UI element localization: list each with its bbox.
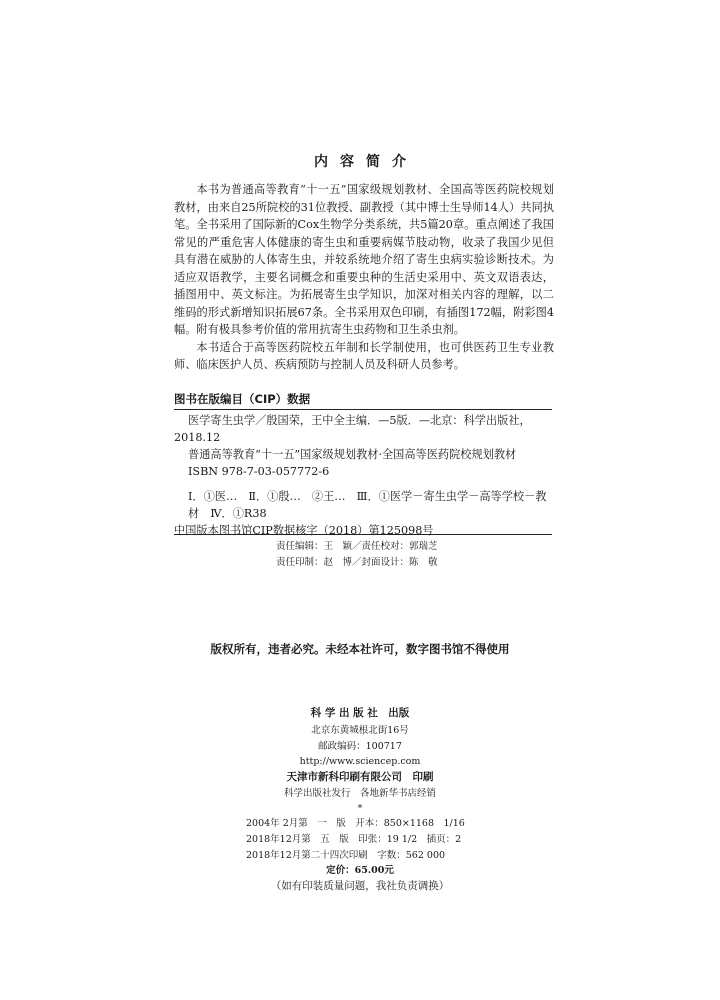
cip-line-2: 2018.12 bbox=[174, 431, 221, 444]
edition-row-3: 2018年12月第二十四次印刷 字数：562 000 bbox=[246, 850, 446, 861]
separator-star: * bbox=[357, 803, 363, 814]
credits-line-1: 责任编辑：王 颖／责任校对：郭瑞芝 bbox=[276, 541, 438, 552]
publisher-address: 北京东黄城根北街16号 bbox=[311, 725, 409, 736]
cip-line-3: 普通高等教育“十一五”国家级规划教材·全国高等医药院校规划教材 bbox=[188, 448, 517, 461]
cip-heading: 图书在版编目（CIP）数据 bbox=[174, 392, 311, 406]
credits-line-2: 责任印制：赵 博／封面设计：陈 敬 bbox=[276, 557, 438, 568]
printer: 天津市新科印刷有限公司 印刷 bbox=[286, 771, 434, 783]
copyright-notice: 版权所有，违者必究。未经本社许可，数字图书馆不得使用 bbox=[210, 642, 510, 656]
intro-title: 内容简介 bbox=[314, 154, 418, 170]
cip-block bbox=[174, 412, 550, 539]
intro-body bbox=[174, 181, 554, 374]
intro-paragraph-1: 本书为普通高等教育“十一五”国家级规划教材、全国高等医药院校规划教材，由来自25所院校的31位教授、副教授（其中博士生导师14人）共同执笔。全书采用了国际新的Cox生物学分类系统，共5篇20章。重点阐述了我国常见的严重危害人体健康的寄生虫和重要病媒节肢动物，收录了我国少见但具有潜在威胁的人体寄生虫，并较系统地介绍了寄生虫病实验诊断技术。为适应双语教学，主要名词概念和重要虫种的生活史采用中、英文双语表达，插图用中、英文标注。为拓展寄生虫学知识，加深对相关内容的理解，以二维码的形式新增知识拓展67条。全书采用双色印刷，有插图172幅，附彩图4幅。附有极具参考价值的常用抗寄生虫药物和卫生杀虫剂。 bbox=[174, 183, 554, 336]
cip-line-5: Ⅰ．①医… Ⅱ．①殷… ②王… Ⅲ．①医学－寄生虫学－高等学校－教 bbox=[188, 490, 547, 503]
publisher: 科 学 出 版 社 出版 bbox=[310, 707, 410, 719]
cip-footer: 中国版本图书馆CIP数据核字（2018）第125098号 bbox=[174, 524, 434, 537]
edition-row-1: 2004年 2月第 一 版 开本：850×1168 1/16 bbox=[246, 818, 465, 829]
cip-line-4: ISBN 978-7-03-057772-6 bbox=[188, 465, 330, 478]
website-url: http://www.sciencep.com bbox=[299, 756, 421, 767]
postcode: 邮政编码：100717 bbox=[318, 741, 402, 752]
quality-notice: （如有印装质量问题，我社负责调换） bbox=[270, 880, 450, 892]
cip-top-rule bbox=[174, 409, 552, 410]
price: 定价：65.00元 bbox=[326, 865, 394, 876]
cip-bottom-rule bbox=[174, 534, 552, 535]
intro-paragraph-2: 本书适合于高等医药院校五年制和长学制使用，也可供医药卫生专业教师、临床医护人员、疾病预防与控制人员及科研人员参考。 bbox=[174, 340, 554, 371]
cip-line-6: 材 Ⅳ．①R38 bbox=[188, 507, 267, 520]
distribution: 科学出版社发行 各地新华书店经销 bbox=[283, 788, 436, 799]
edition-row-2: 2018年12月第 五 版 印张：19 1/2 插页：2 bbox=[246, 834, 462, 845]
cip-line-1: 医学寄生虫学／殷国荣，王中全主编．—5版．—北京：科学出版社， bbox=[188, 414, 531, 427]
